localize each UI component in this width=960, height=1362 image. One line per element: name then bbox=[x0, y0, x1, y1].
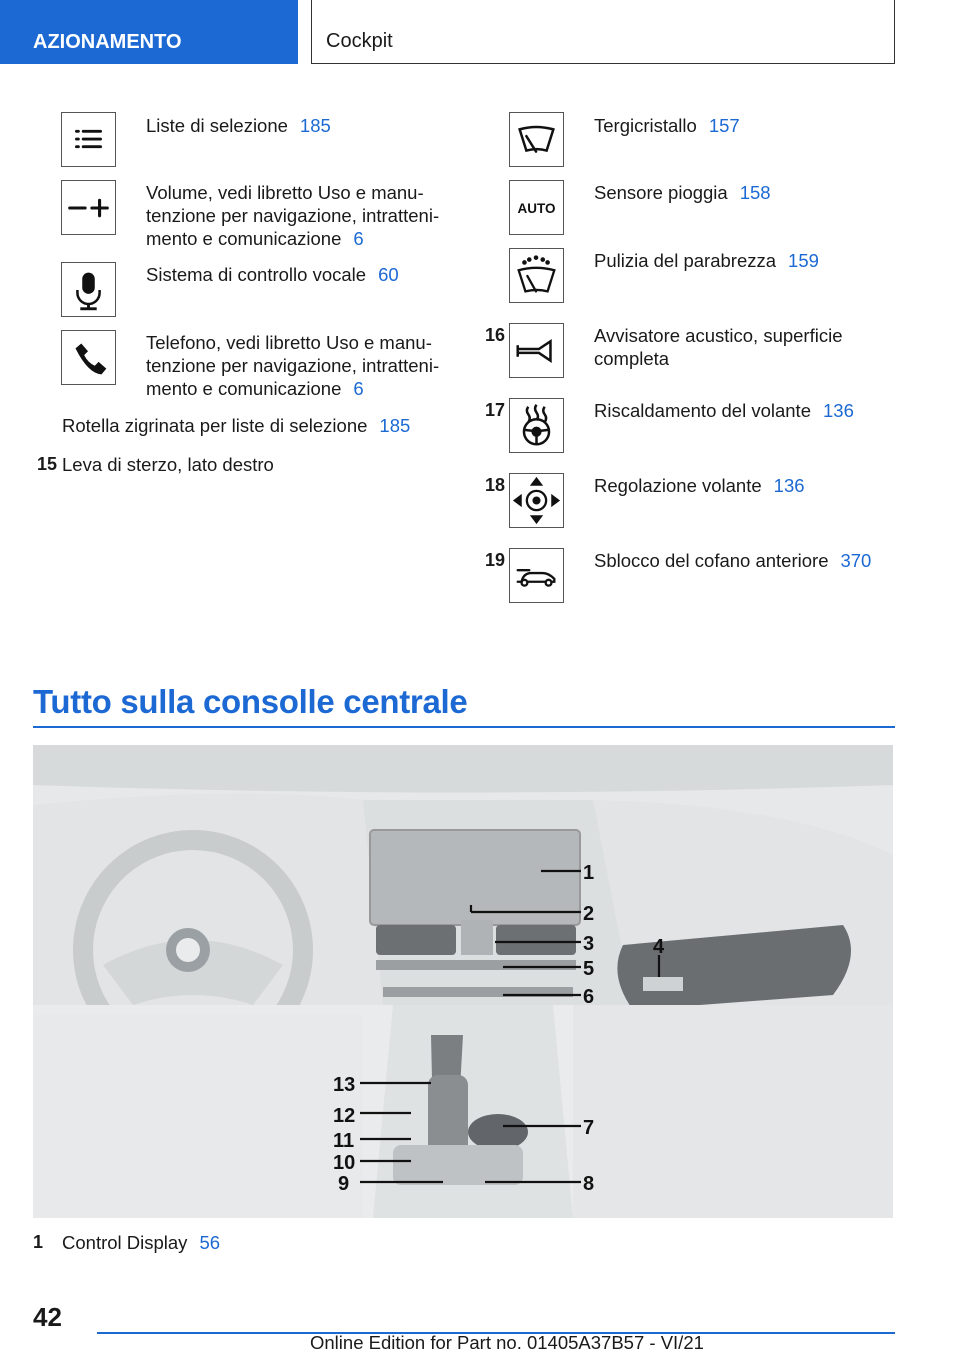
horn-icon bbox=[509, 323, 564, 378]
phone-icon bbox=[61, 330, 116, 385]
wiper-icon bbox=[509, 112, 564, 167]
center-console-photo bbox=[33, 745, 893, 1218]
callout-2: 2 bbox=[583, 903, 595, 925]
steering-wheel-heating-icon bbox=[509, 398, 564, 453]
windshield-washer-icon bbox=[509, 248, 564, 303]
page-ref[interactable]: 60 bbox=[378, 264, 399, 285]
callout-8: 8 bbox=[583, 1173, 595, 1195]
list-item: Tergicristallo 157 bbox=[594, 115, 740, 136]
list-item: Regolazione volante 136 bbox=[594, 475, 805, 496]
item-number: 15 bbox=[36, 454, 57, 474]
callout-5: 5 bbox=[583, 958, 595, 980]
page-ref[interactable]: 158 bbox=[739, 182, 771, 203]
edition-info: Online Edition for Part no. 01405A37B57 - VI/21 bbox=[310, 1332, 704, 1353]
steering-wheel-adjust-icon bbox=[509, 473, 564, 528]
page-ref[interactable]: 56 bbox=[199, 1232, 221, 1253]
page-number: 42 bbox=[33, 1302, 62, 1332]
list-icon bbox=[61, 112, 116, 167]
microphone-icon bbox=[61, 262, 116, 317]
auto-label: AUTO bbox=[517, 200, 556, 216]
page-ref[interactable]: 185 bbox=[379, 415, 411, 436]
callout-11: 11 bbox=[333, 1130, 355, 1152]
section-divider bbox=[33, 726, 895, 728]
list-item: Pulizia del parabrezza 159 bbox=[594, 250, 819, 271]
hood-release-icon bbox=[509, 548, 564, 603]
auto-rain-sensor-icon bbox=[509, 180, 564, 235]
page-ref[interactable]: 136 bbox=[823, 400, 854, 421]
volume-minus-plus-icon bbox=[61, 180, 116, 235]
section-title: Tutto sulla consolle centrale bbox=[33, 683, 468, 720]
callout-6: 6 bbox=[583, 986, 595, 1008]
list-item: Volume, vedi libretto Uso e manu- tenzione per navigazione, intratteni- mento e comunicazione 6 bbox=[146, 182, 440, 249]
caption-number: 1 bbox=[33, 1232, 44, 1252]
callout-9: 9 bbox=[338, 1173, 350, 1195]
callout-3: 3 bbox=[583, 933, 595, 955]
list-item: Liste di selezione 185 bbox=[146, 115, 331, 136]
list-item: Sblocco del cofano anteriore 370 bbox=[594, 550, 872, 571]
page-ref[interactable]: 6 bbox=[353, 228, 364, 249]
callout-10: 10 bbox=[333, 1152, 356, 1174]
page-ref[interactable]: 159 bbox=[788, 250, 819, 271]
list-item: Rotella zigrinata per liste di selezione 185 bbox=[62, 415, 411, 436]
list-item: Telefono, vedi libretto Uso e manu- tenzione per navigazione, intratteni- mento e comunicazione 6 bbox=[146, 332, 440, 399]
callout-12: 12 bbox=[333, 1105, 356, 1127]
callout-7: 7 bbox=[583, 1117, 595, 1139]
list-item: Sistema di controllo vocale 60 bbox=[146, 264, 399, 285]
item-number: 18 bbox=[484, 475, 505, 495]
callout-13: 13 bbox=[333, 1074, 356, 1096]
callout-4: 4 bbox=[653, 936, 665, 958]
item-number: 17 bbox=[484, 400, 505, 420]
item-number: 19 bbox=[484, 550, 505, 570]
list-item: Avvisatore acustico, superficie completa bbox=[594, 325, 843, 369]
page-ref[interactable]: 185 bbox=[299, 115, 331, 136]
page-ref[interactable]: 6 bbox=[353, 378, 364, 399]
list-item: Leva di sterzo, lato destro bbox=[62, 454, 274, 475]
callout-1: 1 bbox=[583, 862, 595, 884]
list-item: Sensore pioggia 158 bbox=[594, 182, 771, 203]
item-number: 16 bbox=[484, 325, 505, 345]
page-ref[interactable]: 157 bbox=[708, 115, 740, 136]
section-tab: AZIONAMENTO bbox=[0, 0, 298, 64]
caption-text: Control Display 56 bbox=[62, 1232, 221, 1253]
page-ref[interactable]: 370 bbox=[840, 550, 872, 571]
page-ref[interactable]: 136 bbox=[773, 475, 805, 496]
chapter-title: Cockpit bbox=[311, 0, 895, 64]
list-item: Riscaldamento del volante 136 bbox=[594, 400, 854, 421]
